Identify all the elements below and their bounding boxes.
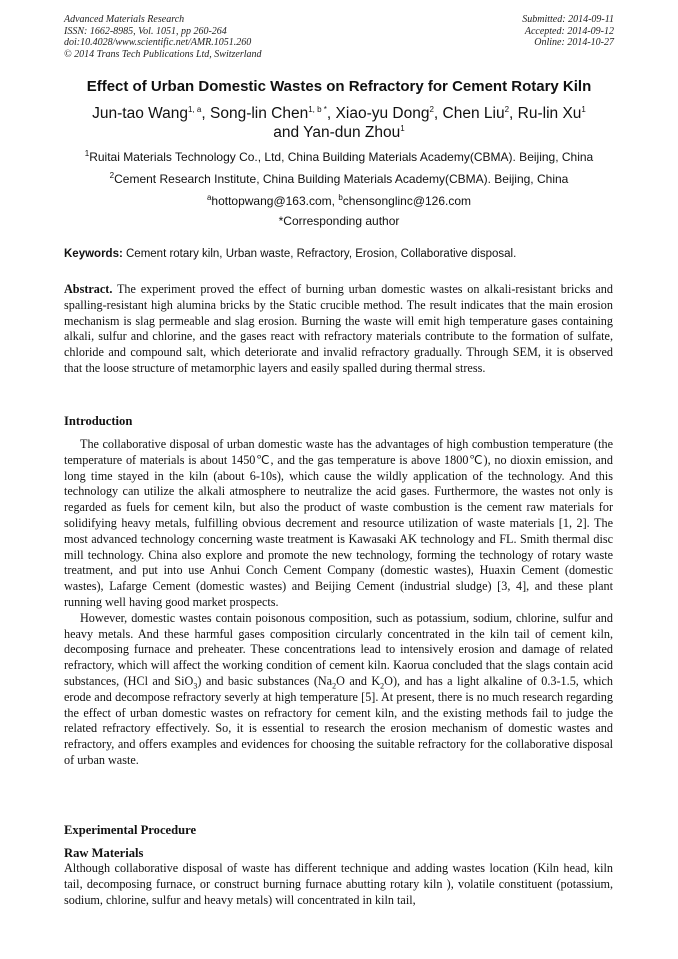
email-a: hottopwang@163.com, — [211, 194, 339, 208]
section-heading-experimental: Experimental Procedure — [64, 823, 197, 837]
author-name: Chen Liu — [442, 105, 505, 122]
online-date: Online: 2014-10-27 — [534, 37, 614, 48]
corresponding-author-note: *Corresponding author — [278, 214, 400, 228]
journal-copyright: © 2014 Trans Tech Publications Ltd, Switzerland — [64, 48, 262, 60]
accepted-date: Accepted: 2014-09-12 — [524, 25, 614, 37]
author-name: Ru-lin Xu — [517, 105, 582, 122]
author-affiliation-mark: 1 — [581, 104, 586, 114]
keywords-label: Keywords: — [64, 248, 123, 260]
keywords — [64, 248, 614, 260]
author-affiliation-mark: 1 — [400, 123, 405, 133]
subsection-heading-raw-materials: Raw Materials — [64, 846, 144, 860]
journal-doi: doi:10.4028/www.scientific.net/AMR.1051.260 — [64, 37, 252, 48]
author-name: Xiao-yu Dong — [335, 105, 430, 122]
submitted-date: Submitted: 2014-09-11 — [522, 14, 614, 25]
abstract-label: Abstract. — [64, 282, 113, 296]
experimental-body — [64, 861, 613, 908]
journal-header-left — [64, 14, 262, 60]
email-b: chensonglinc@126.com — [342, 194, 472, 208]
keywords-text: Cement rotary kiln, Urban waste, Refractory, Erosion, Collaborative disposal. — [122, 248, 517, 260]
journal-header-right — [522, 14, 614, 49]
author-name: Yan-dun Zhou — [303, 124, 401, 141]
author-name: Jun-tao Wang — [92, 105, 189, 122]
abstract — [64, 282, 613, 377]
author-list: Jun-tao Wang$^{1, a}$, Song-lin Chen$^{1, b *}$, Xiao-yu Dong$^2$, Chen Liu$^2$, Ru-lin Xu$^1$ and Yan-dun Zhou$^1$ — [92, 104, 586, 141]
author-affiliation-mark: 1, b * — [308, 104, 327, 114]
paragraph: Although collaborative disposal of waste has different technique and adding wastes location (Kiln head, kiln tail, decomposing furnace, or construct burning furnace abutting rotary kiln ), volatile constituent (potassium, sodium, chlorine, sulfur and heavy metals) will concentrated in kiln tail, — [64, 861, 613, 907]
author-affiliation-mark: 2 — [504, 104, 510, 114]
journal-issn: ISSN: 1662-8985, Vol. 1051, pp 260-264 — [64, 25, 227, 37]
affiliation-1: $^1$Ruitai Materials Technology Co., Ltd, China Building Materials Academy(CBMA). Beijing, China — [84, 149, 594, 164]
affiliation-2: $^2$Cement Research Institute, China Building Materials Academy(CBMA). Beijing, China — [109, 171, 569, 186]
author-emails: $^a$hottopwang@163.com, $^b$chensonglinc@126.com — [206, 193, 472, 208]
section-heading-introduction: Introduction — [64, 414, 133, 428]
author-affiliation-mark: 1, a — [188, 104, 202, 114]
author-affiliation-mark: 2 — [429, 104, 434, 114]
author-name: Song-lin Chen — [210, 105, 309, 122]
paragraph: However, domestic wastes contain poisonous composition, such as potassium, sodium, chlorine, sulfur and heavy metals. And these harmful gases composition circularly concentrated in the kiln tail of cement kiln, decomposing furnace and preheater. These concentrations lead to intensively erosion and damage of related refractory, which will affect the working condition of cement kiln. Kaorua concluded that the slags contain acid substances, (HCl and SiO$_3$) and basic substances ($Na_2O$ and $K_2O$), and has a light alkaline of 0.3-1.5, which erode and decompose refractory severly at high temperature [5]. At present, there is no much research regarding the effect of urban domestic wastes on refractory for cement kiln, and the existing methods fail to judge the related refractory effectively. So, it is essential to research the erosion mechanism of domestic wastes and refractory, and offers examples and evidences for choosing the suitable refractory for the collaborative disposal of urban waste. — [64, 610, 614, 767]
paper-title: Effect of Urban Domestic Wastes on Refractory for Cement Rotary Kiln — [86, 78, 592, 95]
introduction-body — [64, 437, 613, 769]
paragraph: The collaborative disposal of urban domestic waste has the advantages of high combustion temperature (the temperature of materials is about 1450℃, and the gas temperature is above 1800℃), no dioxin emission, and long time stayed in the kiln (about 6-10s), which cause the wildly application of the technology. And this technology can utilize the alkali atmosphere to neutralize the acid gases. Furthermore, the wastes not only is regarded as fuels for cement kiln, but also the product of waste combustion is the cement raw materials for solidifying heavy metals, fulfilling obvious decrement and resource utilization of waste materials [1, 2]. The most advanced technology concerning waste treatment is Kawasaki AK technology and FL. Smith thermal disc mill technology. China also explore and promote the new technology, forming the technology of rotary waste treatment, and put into use Anhui Conch Cement Company (domestic wastes), Huaxin Cement (domestic wastes), Lafarge Cement (domestic wastes) and Beijing Cement (industrial sludge) [3, 4], and these plant running well having good market prospects. — [64, 437, 613, 609]
abstract-text: The experiment proved the effect of burning urban domestic wastes on alkali-resistant bricks and spalling-resistant high alumina bricks by the Static crucible method. The result indicates that the main erosion mechanism is slag permeable and slag erosion. Burning the waste will emit high temperature gases containing alkali, sulfur and chlorine, and the gases react with refractory materials contribute to the formation of sulfate, chloride and compound salt, which deteriorate and invalid refractory gradually. Through SEM, it is observed that the loose structure of metamorphic layers and easily spalled during thermal stress. — [64, 282, 613, 375]
journal-name: Advanced Materials Research — [64, 14, 185, 25]
